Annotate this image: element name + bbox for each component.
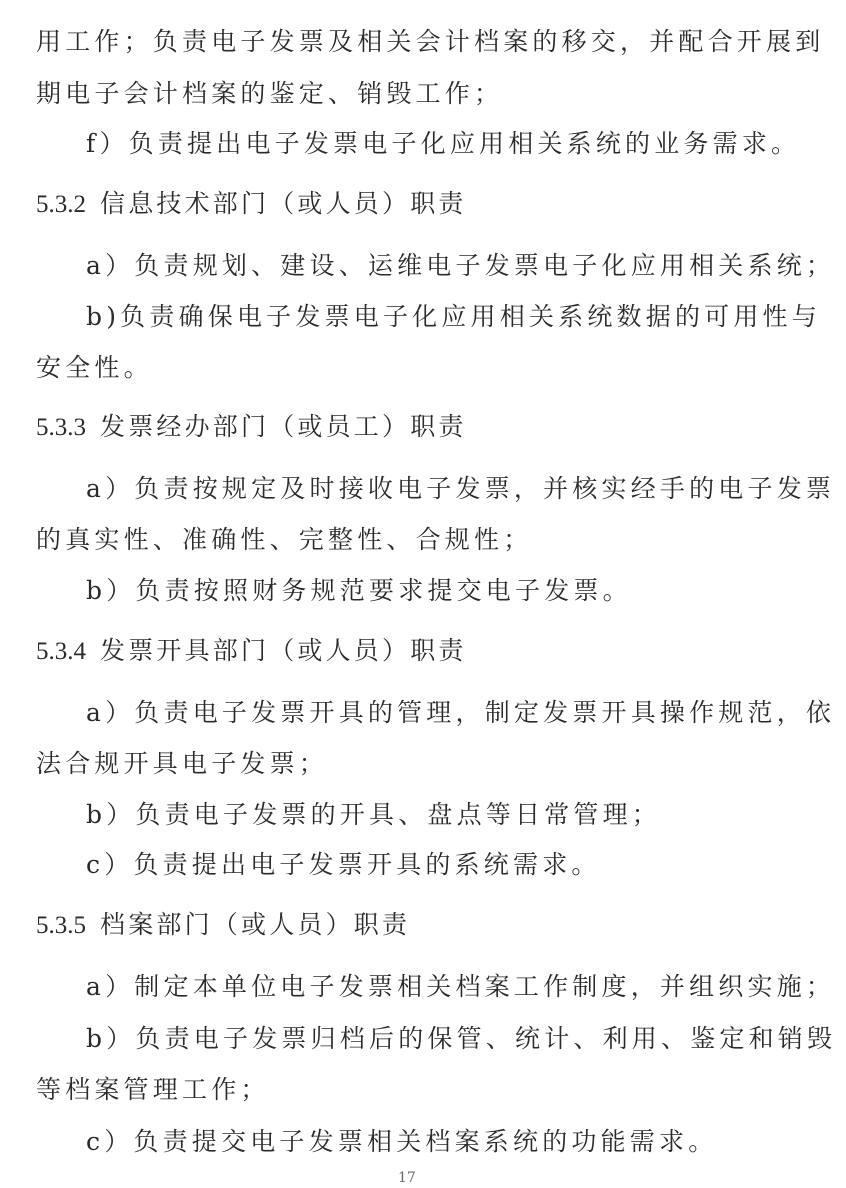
paragraph-line: 安全性。: [36, 353, 153, 382]
section-number: 5.3.5: [36, 912, 86, 939]
paragraph-line: 等档案管理工作；: [36, 1075, 270, 1104]
page-number: 17: [398, 1170, 416, 1186]
section-heading-5-3-4: [36, 635, 796, 668]
section-number: 5.3.2: [36, 191, 86, 218]
section-heading-5-3-3: [36, 411, 796, 444]
list-item-a: a）制定本单位电子发票相关档案工作制度，并组织实施；: [86, 972, 836, 1001]
section-number: 5.3.3: [36, 414, 86, 441]
list-item-b: b）负责电子发票归档后的保管、统计、利用、鉴定和销毁: [86, 1024, 837, 1053]
list-item-a: a）负责规划、建设、运维电子发票电子化应用相关系统；: [86, 251, 836, 280]
list-item-b: b）负责按照财务规范要求提交电子发票。: [86, 576, 632, 605]
section-number: 5.3.4: [36, 638, 86, 665]
paragraph-line: 期电子会计档案的鉴定、销毁工作；: [36, 79, 504, 108]
section-heading-5-3-2: [36, 188, 796, 221]
section-title: 档案部门（或人员）职责: [100, 910, 411, 939]
list-item-b: b)负责确保电子发票电子化应用相关系统数据的可用性与: [86, 302, 821, 331]
list-item-f: f）负责提出电子发票电子化应用相关系统的业务需求。: [86, 129, 801, 158]
section-heading-5-3-5: [36, 909, 796, 942]
paragraph-line: 用工作；负责电子发票及相关会计档案的移交，并配合开展到: [36, 27, 825, 56]
list-item-a: a）负责电子发票开具的管理，制定发票开具操作规范，依: [86, 698, 836, 727]
list-item-c: c）负责提出电子发票开具的系统需求。: [86, 850, 601, 879]
section-title: 发票开具部门（或人员）职责: [100, 636, 467, 665]
list-item-b: b）负责电子发票的开具、盘点等日常管理；: [86, 800, 662, 829]
paragraph-line: 法合规开具电子发票；: [36, 749, 329, 778]
section-title: 信息技术部门（或人员）职责: [100, 189, 467, 218]
paragraph-line: 的真实性、准确性、完整性、合规性；: [36, 525, 533, 554]
section-title: 发票经办部门（或员工）职责: [100, 412, 467, 441]
list-item-c: c）负责提交电子发票相关档案系统的功能需求。: [86, 1127, 718, 1156]
list-item-a: a）负责按规定及时接收电子发票，并核实经手的电子发票: [86, 474, 836, 503]
